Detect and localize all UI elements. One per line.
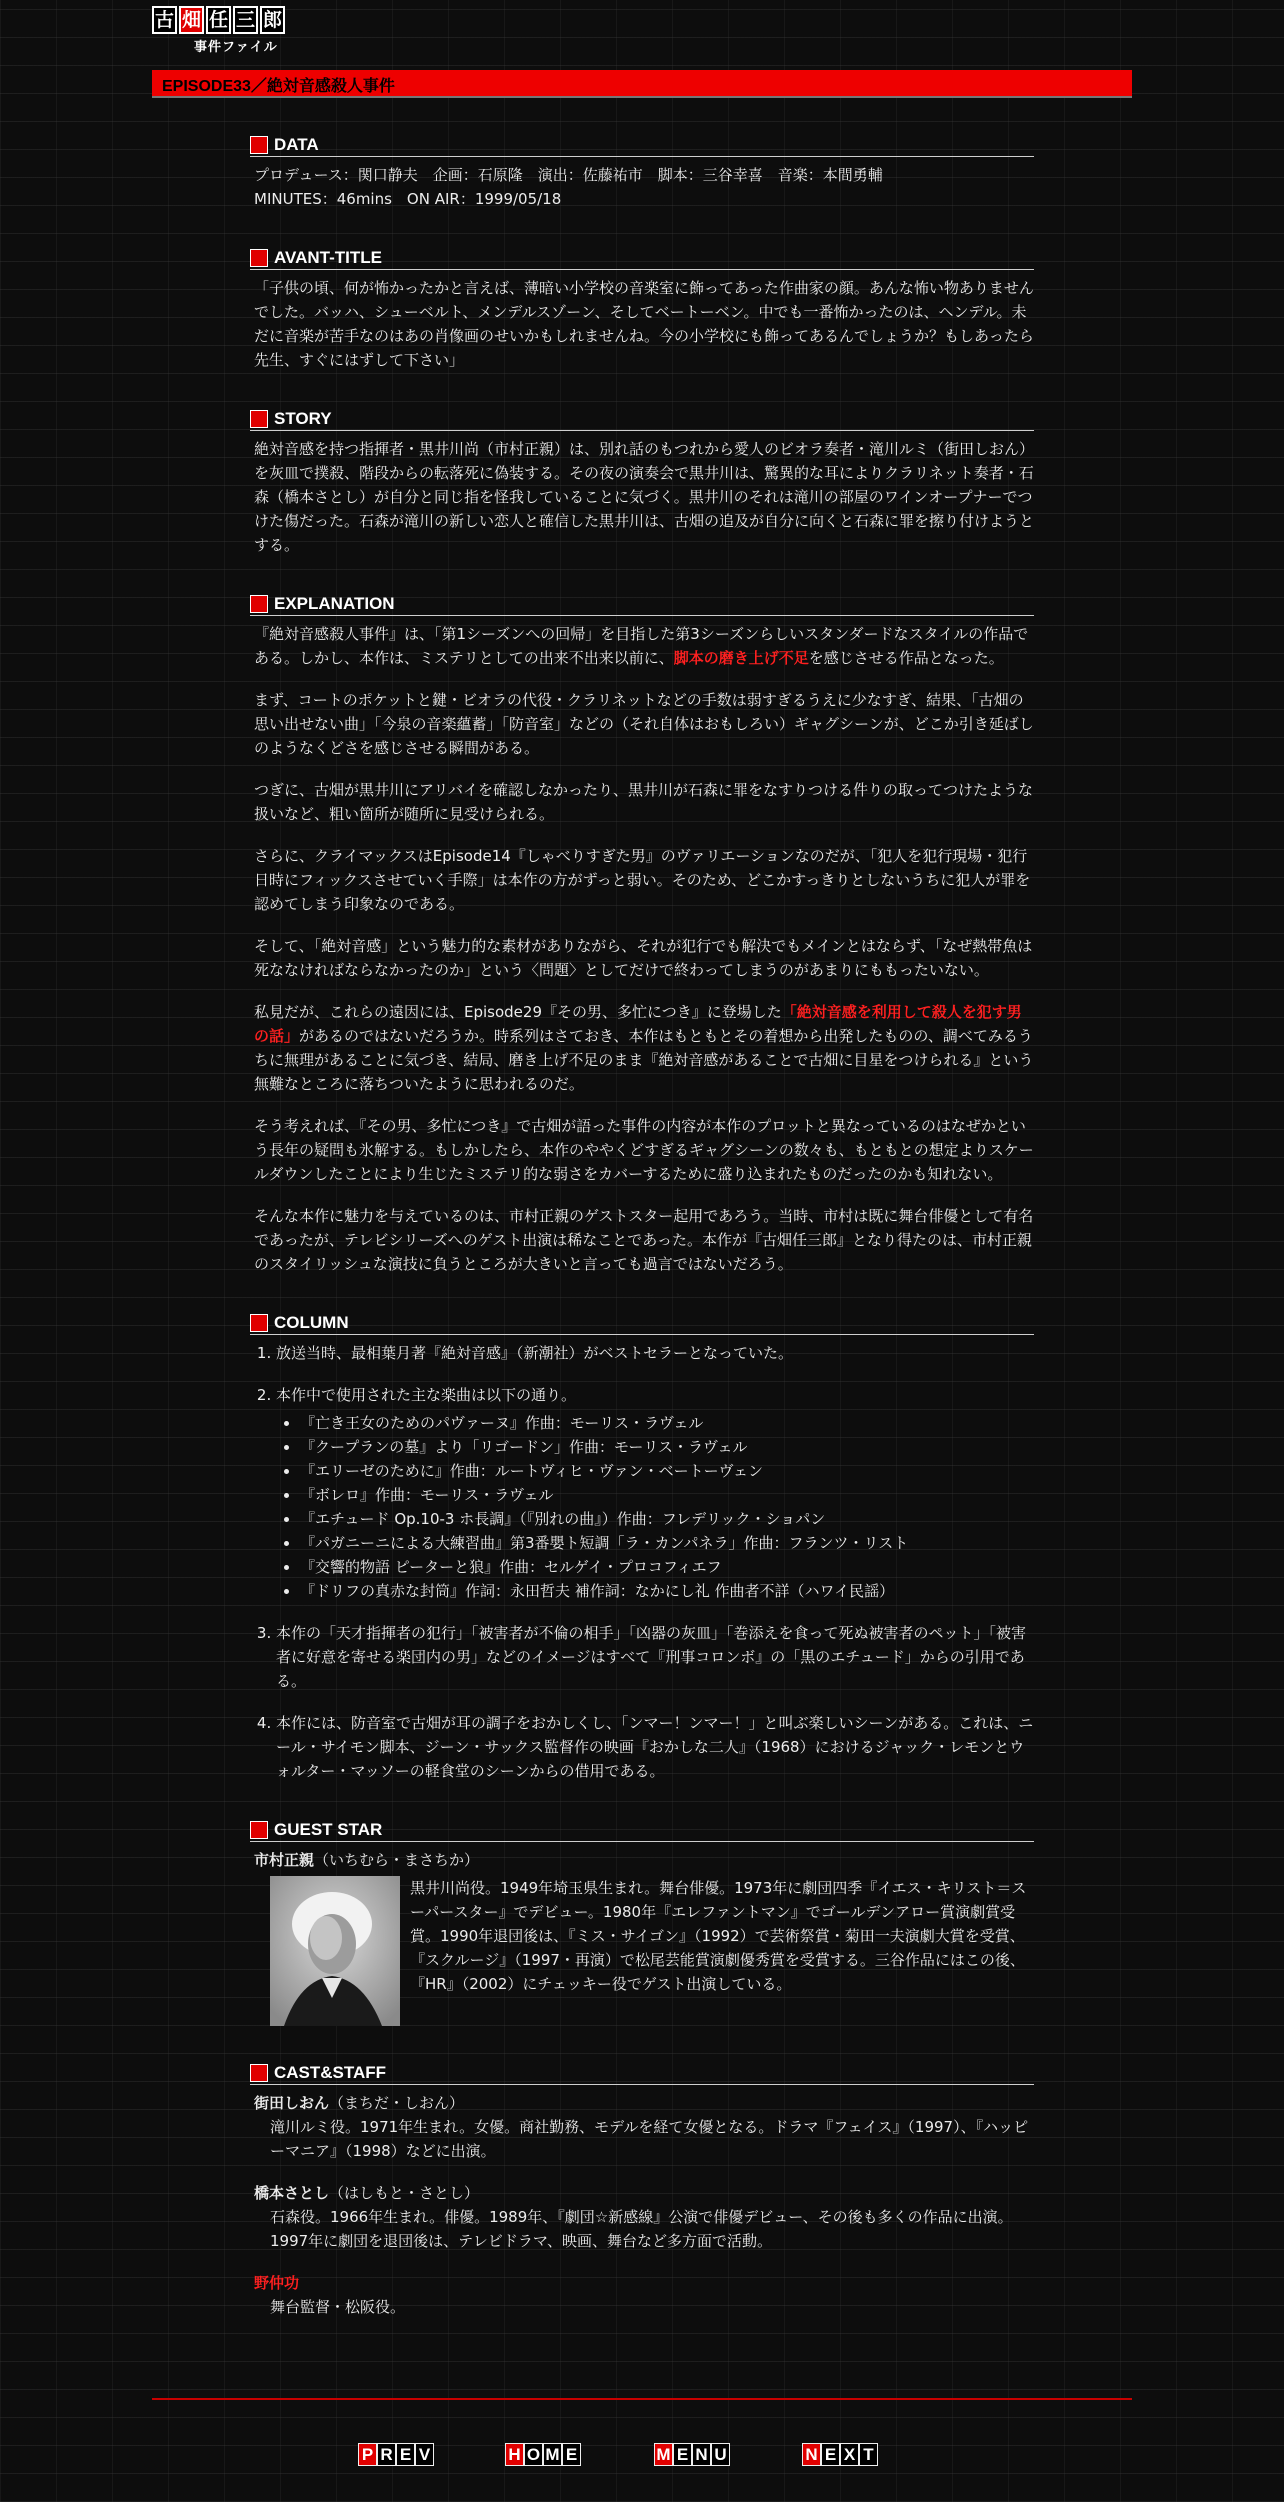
song-item: • 『クープランの墓』より「リゴードン」作曲：モーリス・ラヴェル [300,1435,1034,1459]
guest-kana: （いちむら・まさちか） [314,1851,480,1869]
nav-letter: E [396,2443,415,2466]
list-item-text: 本作には、防音室で古畑が耳の調子をおかしくし、「ンマー！ンマー！」と叫ぶ楽しいシーンがある。これは、ニール・サイモン脚本、ジーン・サックス監督作の映画『おかしな二人』（1968）におけるジャック・レモンとウォルター・マッソーの軽食堂のシーンからの借用である。 [276,1714,1034,1780]
section-title: DATA [274,135,319,154]
text-span: 私見だが、これらの遠因には、Episode29『その男、多忙につき』に登場した [254,1003,782,1021]
logo-char: 任 [206,6,231,34]
paragraph: さらに、クライマックスはEpisode14『しゃべりすぎた男』のヴァリエーションなのだが、「犯人を犯行現場・犯行日時にフィックスさせていく手際」は本作の方がずっと弱い。そのため、どこかすっきりとしないうちに犯人が罪を認めてしまう印象なのである。 [254,847,1031,913]
cast-name: 橋本さとし [254,2184,330,2202]
nav-letter: N [692,2443,711,2466]
nav-letter: P [358,2443,377,2466]
cast-name-line[interactable] [254,2271,1034,2295]
song-item: • 『エチュード Op.10-3 ホ長調』（『別れの曲』）作曲：フレデリック・ショパン [300,1507,1034,1531]
section-title: AVANT-TITLE [274,248,382,267]
section-header [250,2062,1034,2085]
site-logo[interactable] [152,6,292,58]
next-button[interactable] [802,2443,878,2466]
cast-name-line [254,2091,1034,2115]
cast-member [254,2091,1034,2163]
logo-char: 古 [152,6,177,34]
song-item: • 『エリーゼのために』作曲：ルートヴィヒ・ヴァン・ベートーヴェン [300,1459,1034,1483]
section-marker-icon [250,410,268,428]
guest-profile [254,1876,1034,2026]
list-item [276,1621,1034,1693]
paragraph: つぎに、古畑が黒井川にアリバイを確認しなかったり、黒井川が石森に罪をなすりつける件りの取ってつけたような扱いなど、粗い箇所が随所に見受けられる。 [254,781,1033,823]
section-title: COLUMN [274,1313,349,1332]
prev-button[interactable] [358,2443,434,2466]
nav-letter: E [562,2443,581,2466]
list-item [276,1341,1034,1365]
section-header [250,408,1034,431]
highlight-text: 脚本の磨き上げ不足 [673,649,809,667]
logo-title [152,6,292,34]
main-content [250,134,1034,2355]
list-item [276,1383,1034,1603]
column-section [250,1312,1034,1783]
story-text: 絶対音感を持つ指揮者・黒井川尚（市村正親）は、別れ話のもつれから愛人のビオラ奏者・滝川ルミ（街田しおん）を灰皿で撲殺、階段からの転落死に偽装する。その夜の演奏会で黒井川は、驚異的な耳によりクラリネット奏者・石森（橋本さとし）が自分と同じ指を怪我していることに気づく。黒井川のそれは滝川の部屋のワインオープナーでつけた傷だった。石森が滝川の新しい恋人と確信した黒井川は、古畑の追及が自分に向くと石森に罪を擦り付けようとする。 [254,440,1035,554]
nav-letter: U [711,2443,730,2466]
story-section [250,408,1034,557]
section-header [250,1819,1034,1842]
nav-letter: M [543,2443,562,2466]
section-title: EXPLANATION [274,594,395,613]
nav-letter: R [377,2443,396,2466]
list-item-text: 本作中で使用された主な楽曲は以下の通り。 [276,1386,577,1404]
section-header [250,1312,1034,1335]
nav-letter: H [505,2443,524,2466]
section-header [250,247,1034,270]
guest-bio: 黒井川尚役。1949年埼玉県生まれ。舞台俳優。1973年に劇団四季『イエス・キリスト＝スーパースター』でデビュー。1980年『エレファントマン』でゴールデンアロー賞演劇賞受賞。1990年退団後は、『ミス・サイゴン』（1992）で芸術祭賞・菊田一夫演劇大賞を受賞、『スクルージ』（1997・再演）で松尾芸能賞演劇優秀賞を受賞する。三谷作品にはこの後、『HR』（2002）にチェッキー役でゲスト出演している。 [410,1879,1027,1993]
text-span: があるのではないだろうか。時系列はさておき、本作はもともとその着想から出発したものの、調べてみるうちに無理があることに気づき、結局、磨き上げ不足のまま『絶対音感があることで古畑に目星をつけられる』という無難なところに落ちついたように思われるのだ。 [254,1027,1034,1093]
guest-name-line [254,1848,1034,1872]
avant-title-text: 「子供の頃、何が怖かったかと言えば、薄暗い小学校の音楽室に飾ってあった作曲家の顔。あんな怖い物ありませんでした。バッハ、シューベルト、メンデルスゾーン、そしてベートーベン。中でも一番怖かったのは、ヘンデル。未だに音楽が苦手なのはあの肖像画のせいかもしれませんね。今の小学校にも飾ってあるんでしょうか？もしあったら先生、すぐにはずして下さい」 [254,279,1034,369]
explanation-section [250,593,1034,1276]
section-marker-icon [250,136,268,154]
section-marker-icon [250,2064,268,2082]
data-body [250,163,1034,211]
paragraph: そう考えれば、『その男、多忙につき』で古畑が語った事件の内容が本作のプロットと異なっているのはなぜかという長年の疑問も氷解する。もしかしたら、本作のややくどすぎるギャグシーンの数々も、もともとの想定よりスケールダウンしたことにより生じたミステリ的な弱さをカバーするために盛り込まれたものだったのかも知れない。 [254,1117,1034,1183]
song-list [276,1411,1034,1603]
list-item-text: 本作の「天才指揮者の犯行」「被害者が不倫の相手」「凶器の灰皿」「巻添えを食って死ぬ被害者のペット」「被害者に好意を寄せる楽団内の男」などのイメージはすべて『刑事コロンボ』の「黒のエチュード」からの引用である。 [276,1624,1027,1690]
menu-button[interactable] [654,2443,730,2466]
section-title: CAST&STAFF [274,2063,387,2082]
cast-name-link[interactable]: 野仲功 [254,2274,300,2292]
data-credits: プロデュース：関口静夫 企画：石原隆 演出：佐藤祐市 脚本：三谷幸喜 音楽：本間勇輔 [254,166,883,184]
list-item [276,1711,1034,1783]
explanation-body [250,622,1034,1276]
paragraph: まず、コートのポケットと鍵・ビオラの代役・クラリネットなどの手数は弱すぎるうえに少なすぎ、結果、「古畑の思い出せない曲」「今泉の音楽蘊蓄」「防音室」などの（それ自体はおもしろい）ギャグシーンが、どこか引き延ばしのようなくどさを感じさせる瞬間がある。 [254,691,1034,757]
nav-letter: X [840,2443,859,2466]
nav-letter: O [524,2443,543,2466]
song-item: • 『亡き王女のためのパヴァーヌ』作曲：モーリス・ラヴェル [300,1411,1034,1435]
nav-letter: M [654,2443,673,2466]
cast-description: 石森役。1966年生まれ。俳優。1989年、『劇団☆新感線』公演で俳優デビュー、その後も多くの作品に出演。1997年に劇団を退団後は、テレビドラマ、映画、舞台など多方面で活動。 [270,2208,1013,2250]
cast-member [254,2181,1034,2253]
episode-title: EPISODE33／絶対音感殺人事件 [162,78,395,95]
column-list [250,1341,1034,1783]
avant-title-section [250,247,1034,372]
nav-letter: N [802,2443,821,2466]
cast-name: 街田しおん [254,2094,330,2112]
section-marker-icon [250,249,268,267]
section-header [250,593,1034,616]
guest-name: 市村正親 [254,1851,315,1869]
paragraph: そんな本作に魅力を与えているのは、市村正親のゲストスター起用であろう。当時、市村は既に舞台俳優として有名であったが、テレビシリーズへのゲスト出演は稀なことであった。本作が『古畑任三郎』となり得たのは、市村正親のスタイリッシュな演技に負うところが大きいと言っても過言ではないだろう。 [254,1207,1034,1273]
song-item: • 『パガニーニによる大練習曲』第3番嬰ト短調「ラ・カンパネラ」作曲：フランツ・リスト [300,1531,1034,1555]
cast-description: 滝川ルミ役。1971年生まれ。女優。商社勤務、モデルを経て女優となる。ドラマ『フェイス』（1997）、『ハッピーマニア』（1998）などに出演。 [270,2118,1029,2160]
cast-member [254,2271,1034,2319]
nav-letter: E [673,2443,692,2466]
nav-letter: E [821,2443,840,2466]
paragraph [254,1000,1034,1096]
guest-portrait [270,1876,400,2026]
song-item: • 『ボレロ』作曲：モーリス・ラヴェル [300,1483,1034,1507]
section-marker-icon [250,1314,268,1332]
nav-letter: V [415,2443,434,2466]
section-marker-icon [250,595,268,613]
logo-char: 畑 [179,6,204,34]
section-header [250,134,1034,157]
data-section [250,134,1034,211]
logo-subtitle: 事件ファイル [194,40,278,55]
data-runtime: MINUTES：46mins ON AIR：1999/05/18 [254,190,562,208]
guest-star-section [250,1819,1034,2026]
list-item-text: 放送当時、最相葉月著『絶対音感』（新潮社）がベストセラーとなっていた。 [276,1344,794,1362]
episode-title-bar [152,70,1132,98]
cast-staff-section [250,2062,1034,2319]
song-item: • 『交響的物語 ピーターと狼』作曲：セルゲイ・プロコフィエフ [300,1555,1034,1579]
footer-divider [152,2398,1132,2400]
section-title: GUEST STAR [274,1820,383,1839]
cast-list [250,2091,1034,2319]
paragraph [254,622,1034,670]
cast-kana: （まちだ・しおん） [329,2094,465,2112]
logo-char: 三 [233,6,258,34]
nav-letter: T [859,2443,878,2466]
cast-name-line [254,2181,1034,2205]
cast-kana: （はしもと・さとし） [329,2184,480,2202]
section-title: STORY [274,409,332,428]
highlight-text: 「絶対音感を利用して殺人を犯す男の話」 [254,1003,1022,1045]
guest-star-body [250,1848,1034,2026]
text-span: 『絶対音感殺人事件』は、「第1シーズンへの回帰」を目指した第3シーズンらしいスタンダードなスタイルの作品である。しかし、本作は、ミステリとしての出来不出来以前に、 [254,625,1029,667]
home-button[interactable] [505,2443,581,2466]
cast-description: 舞台監督・松阪役。 [270,2298,406,2316]
song-item: • 『ドリフの真赤な封筒』作詞：永田哲夫 補作詞：なかにし礼 作曲者不詳（ハワイ民謡） [300,1579,1034,1603]
paragraph: そして、「絶対音感」という魅力的な素材がありながら、それが犯行でも解決でもメインとはならず、「なぜ熱帯魚は死ななければならなかったのか」という〈問題〉としてだけで終わってしまうのがあまりにももったいない。 [254,937,1033,979]
logo-char: 郎 [260,6,285,34]
section-marker-icon [250,1821,268,1839]
text-span: を感じさせる作品となった。 [808,649,1004,667]
